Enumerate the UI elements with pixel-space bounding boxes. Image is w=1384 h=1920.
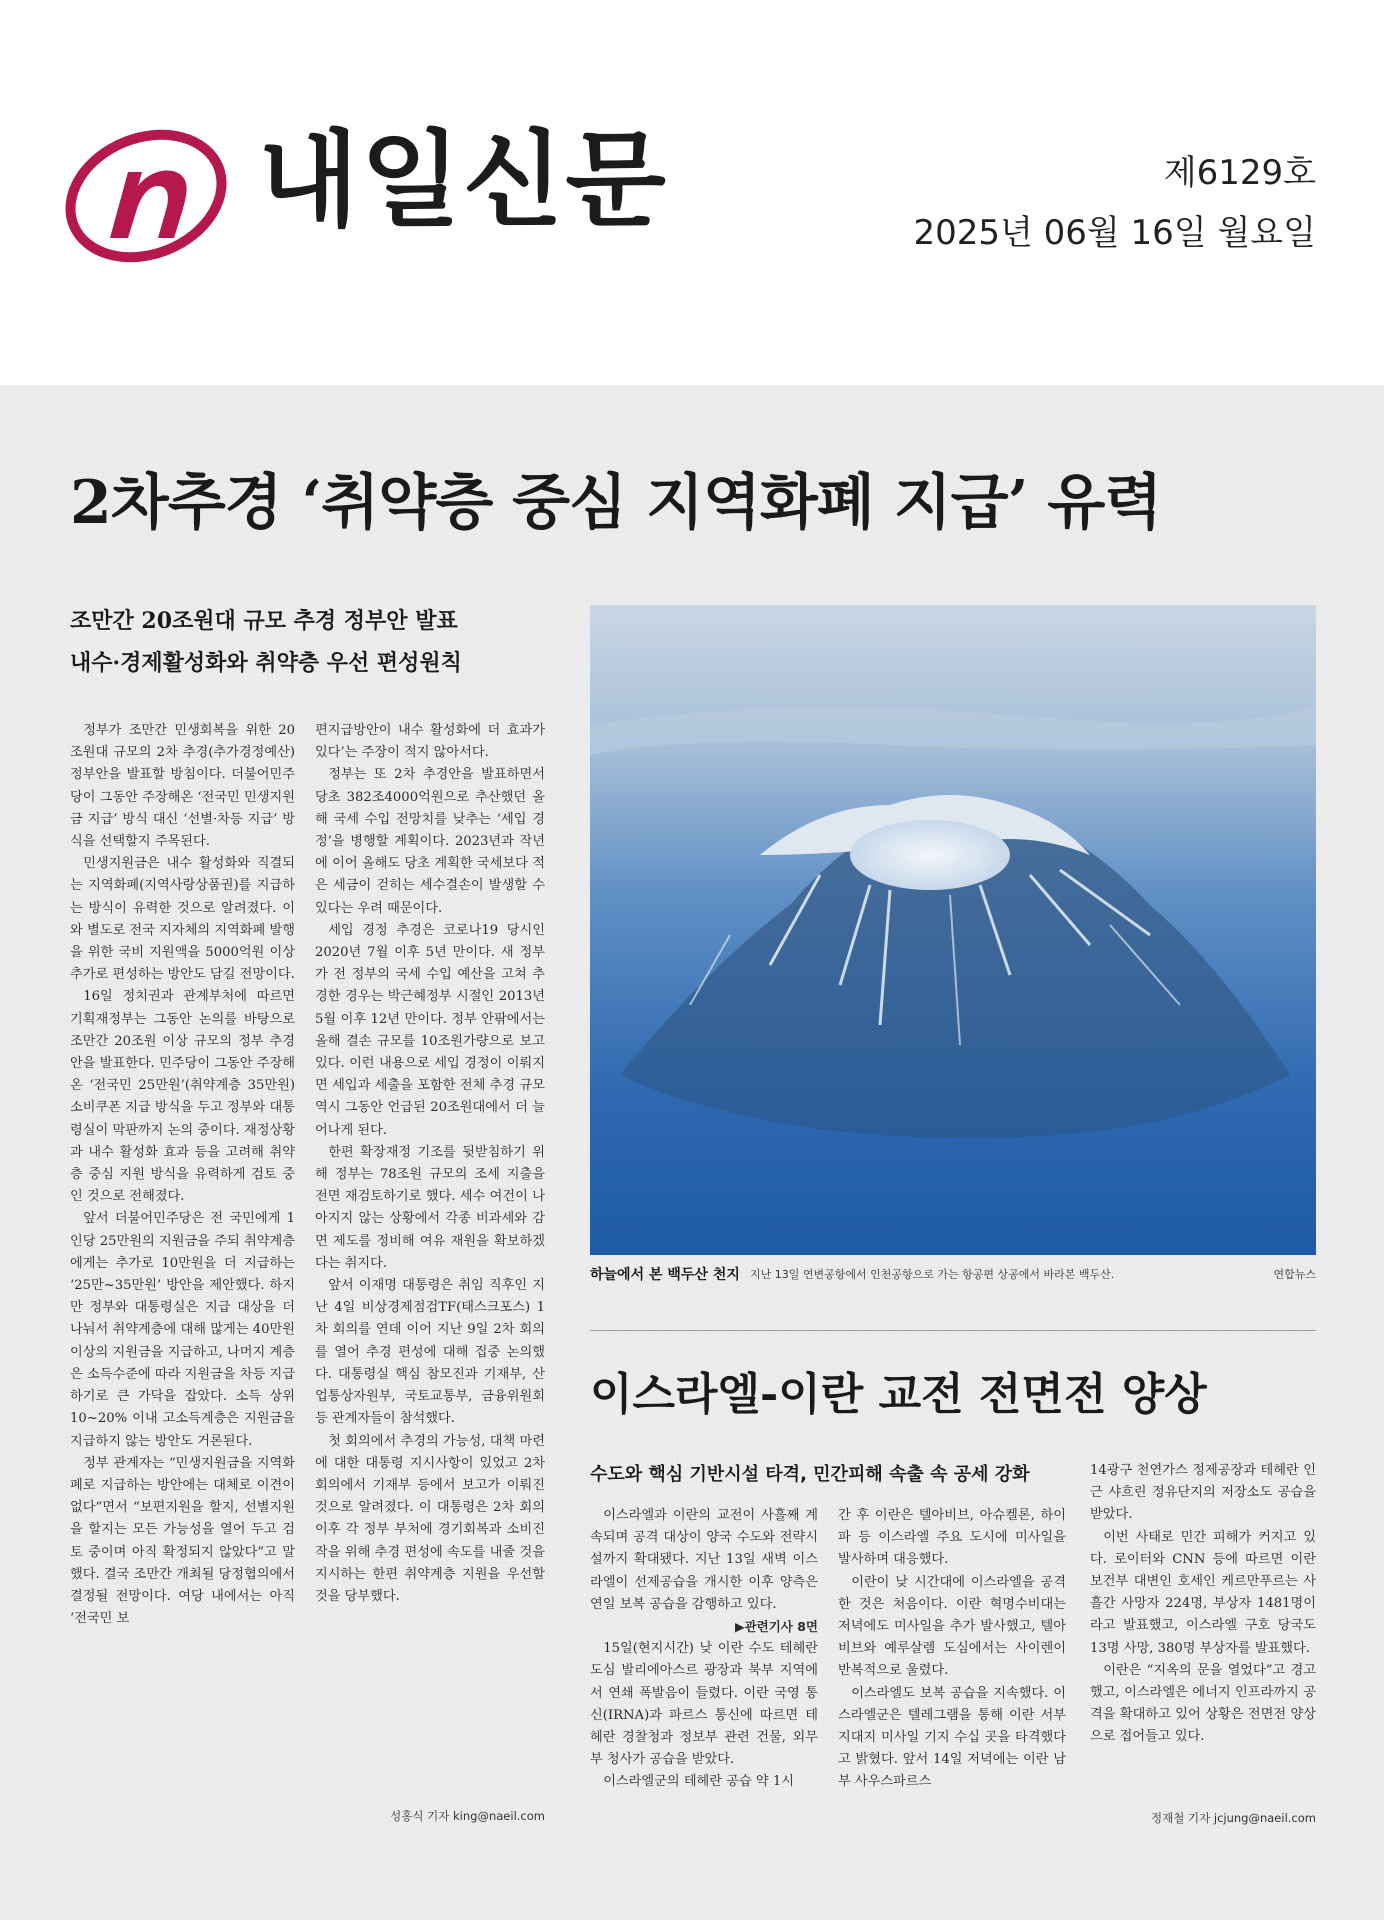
paragraph: 이스라엘군의 테헤란 공습 약 1시 [603,1774,794,1790]
naeil-logo-icon[interactable] [62,120,232,270]
issue-date: 2025년 06월 16일 월요일 [913,213,1316,253]
lead-byline: 성홍식 기자 king@naeil.com [390,1809,545,1823]
lead-subhead [70,600,570,684]
paragraph: 이스라엘과 이란의 교전이 사흘째 계속되며 공격 대상이 양국 수도와 전략시설까지 확대됐다. 지난 13일 새벽 이스라엘이 선제공습을 개시한 이후 양측은 연일 보복 공습을 감행하고 있다. [590,1508,818,1612]
lead-headline[interactable]: 2차추경 ‘취약층 중심 지역화폐 지급’ 유력 [70,468,1162,538]
paragraph: 이스라엘도 보복 공습을 지속했다. 이스라엘군은 텔레그램을 통해 이란 서부 지대지 미사일 기지 수십 곳을 타격했다고 밝혔다. 앞서 14일 저녁에는 이란 남부 사우스파르스 [838,1685,1066,1790]
second-headline[interactable]: 이스라엘-이란 교전 전면전 양상 [590,1369,1207,1420]
paragraph: 앞서 더불어민주당은 전 국민에게 1인당 25만원의 지원금을 주되 취약계층에게는 추가로 10만원을 더 지급하는 ‘25만~35만원’ 방안을 제안했다. 하지만 정부와 대통령실은 지급 대상을 더 나눠서 취약계층에 대해 많게는 40만원 이상의 지원금을 지급하고, 나머지 계층은 소득수준에 따라 지원금을 차등 지급하기로 큰 가닥을 잡았다. 소득 상위 10~20% 이내 고소득계층은 지원금을 지급하지 않는 방안도 거론된다. [70,1211,295,1449]
lead-subhead-line-1: 조만간 20조원대 규모 추경 정부안 발표 [70,608,458,634]
paragraph: 한편 확장재정 기조를 뒷받침하기 위해 정부는 78조원 규모의 조세 지출을 전면 재검토하기로 했다. 세수 여건이 나아지지 않는 상황에서 각종 비과세와 감면 제도를 정비해 여유 재원을 확보하겠다는 취지다. [315,1144,545,1271]
paragraph: 민생지원금은 내수 활성화와 직결되는 지역화폐(지역사랑상품권)를 지급하는 방식이 유력한 것으로 알려졌다. 이와 별도로 전국 지자체의 지역화폐 발행을 위한 국비 지원액을 5000억원 이상 추가로 편성하는 방안도 담길 전망이다. [70,856,295,983]
paragraph: 15일(현지시간) 낮 이란 수도 테헤란 도심 발리에아스르 광장과 북부 지역에서 연쇄 폭발음이 들렸다. 이란 국영 통신(IRNA)과 파르스 통신에 따르면 테헤란 경찰청과 정보부 관련 건물, 외무부 청사가 공습을 받았다. [590,1641,818,1768]
paragraph: 정부 관계자는 “민생지원금을 지역화폐로 지급하는 방안에는 대체로 이견이 없다”면서 “보편지원을 할지, 선별지원을 할지는 모든 가능성을 열어 두고 검토 중이며 아직 확정되지 않았다”고 말했다. 결국 조만간 개최될 당정협의에서 결정될 전망이다. 여당 내에서는 아직 ‘전국민 보 [70,1455,295,1627]
photo-credit: 연합뉴스 [1273,1268,1316,1281]
paragraph: 앞서 이재명 대통령은 취임 직후인 지난 4일 비상경제점검TF(태스크포스) 1차 회의를 연데 이어 지난 9일 2차 회의를 열어 추경 편성에 대해 집중 논의했다. 대통령실 핵심 참모진과 기재부, 산업통상자원부, 국토교통부, 금융위원회 등 관계자들이 참석했다. [315,1278,545,1427]
paragraph: 이란이 낮 시간대에 이스라엘을 공격한 것은 처음이다. 이란 혁명수비대는 저녁에도 미사일을 추가 발사했고, 텔아비브와 예루살렘 도심에서는 사이렌이 반복적으로 울렸다. [838,1574,1066,1679]
paragraph: 세입 경정 추경은 코로나19 당시인 2020년 7월 이후 5년 만이다. 새 정부가 전 정부의 국세 수입 예산을 고쳐 추경한 경우는 박근혜정부 시절인 2013년 5월 이후 12년 만이다. 정부 안팎에서는 올해 결손 규모를 10조원가량으로 보고 있다. 이런 내용으로 세입 경정이 이뤄지면 세입과 세출을 포함한 전체 추경 규모 역시 그동안 언급된 20조원대에서 더 늘어나게 된다. [315,922,545,1138]
lead-column-2 [315,720,545,1790]
paragraph: 이란은 “지옥의 문을 열었다”고 경고했고, 이스라엘은 에너지 인프라까지 공격을 확대하고 있어 상황은 전면전 양상으로 접어들고 있다. [1090,1662,1316,1745]
issue-number: 제6129호 [1163,153,1316,193]
second-subhead: 수도와 핵심 기반시설 타격, 민간피해 속출 속 공세 강화 [590,1464,1030,1485]
paragraph: 이번 사태로 민간 피해가 커지고 있다. 로이터와 CNN 등에 따르면 이란 보건부 대변인 호세인 케르만푸르는 사흘간 사망자 224명, 부상자 1481명이라고 발표했고, 이스라엘 구호 당국도 13명 사망, 380명 부상자를 발표했다. [1090,1529,1316,1656]
paragraph: 편지급방안이 내수 활성화에 더 효과가 있다’는 주장이 적지 않아서다. [315,723,545,761]
photo-caption [590,1264,1316,1284]
divider [590,1330,1316,1331]
second-column-3 [1090,1460,1316,1800]
second-byline: 정재철 기자 jcjung@naeil.com [1151,1811,1316,1825]
baekdu-mountain-photo[interactable] [590,605,1316,1255]
masthead [0,0,1384,385]
paragraph: 간 후 이란은 텔아비브, 아슈켈론, 하이파 등 이스라엘 주요 도시에 미사일을 발사하며 대응했다. [838,1508,1066,1568]
mountain-image [590,605,1316,1255]
related-article-link[interactable]: ▶관련기사 8면 [734,1619,818,1635]
paragraph: 첫 회의에서 추경의 가능성, 대책 마련에 대한 대통령 지시사항이 있었고 2차 회의에서 기재부 등에서 보고가 이뤄진 것으로 알려졌다. 이 대통령은 2차 회의 이후 각 정부 부처에 경기회복과 소비진작을 위해 추경 편성에 속도를 내줄 것을 지시하는 한편 취약계층 지원을 우선할 것을 당부했다. [315,1433,545,1604]
paragraph: 정부는 또 2차 추경안을 발표하면서 당초 382조4000억원으로 추산했던 올해 국세 수입 전망치를 낮추는 ‘세입 경정’을 병행할 계획이다. 2023년과 작년에 이어 올해도 당초 계획한 국세보다 적은 세금이 걷히는 세수결손이 발생할 수 있다는 우려 때문이다. [315,767,545,916]
caption-title: 하늘에서 본 백두산 천지 [590,1267,740,1283]
second-column-2 [838,1505,1066,1837]
lead-subhead-line-2: 내수·경제활성화와 취약층 우선 편성원칙 [70,650,462,676]
lead-column-1 [70,720,295,1830]
paragraph: 정부가 조만간 민생회복을 위한 20조원대 규모의 2차 추경(추가경정예산) 정부안을 발표할 방침이다. 더불어민주당이 그동안 주장해온 ‘전국민 민생지원금 지급’ 방식 대신 ‘선별·차등 지급’ 방식을 선택할지 주목된다. [70,723,295,850]
paragraph: 16일 정치권과 관계부처에 따르면 기획재정부는 그동안 논의를 바탕으로 조만간 20조원 이상 규모의 정부 추경안을 발표한다. 민주당이 그동안 주장해온 ‘전국민 25만원’(취약계층 35만원) 소비쿠폰 지급 방식을 두고 정부와 대통령실이 막판까지 논의 중이다. 재정상황과 내수 활성화 효과 등을 고려해 취약층 중심 지원 방식을 유력하게 검토 중인 것으로 전해졌다. [70,989,295,1205]
second-column-1 [590,1505,818,1837]
paragraph: 14광구 천연가스 정제공장과 테헤란 인근 샤흐린 정유단지의 저장소도 공습을 받았다. [1090,1463,1316,1523]
newspaper-name: 내일신문 [258,119,668,241]
caption-text: 지난 13일 연변공항에서 인천공항으로 가는 항공편 상공에서 바라본 백두산. [750,1268,1115,1281]
